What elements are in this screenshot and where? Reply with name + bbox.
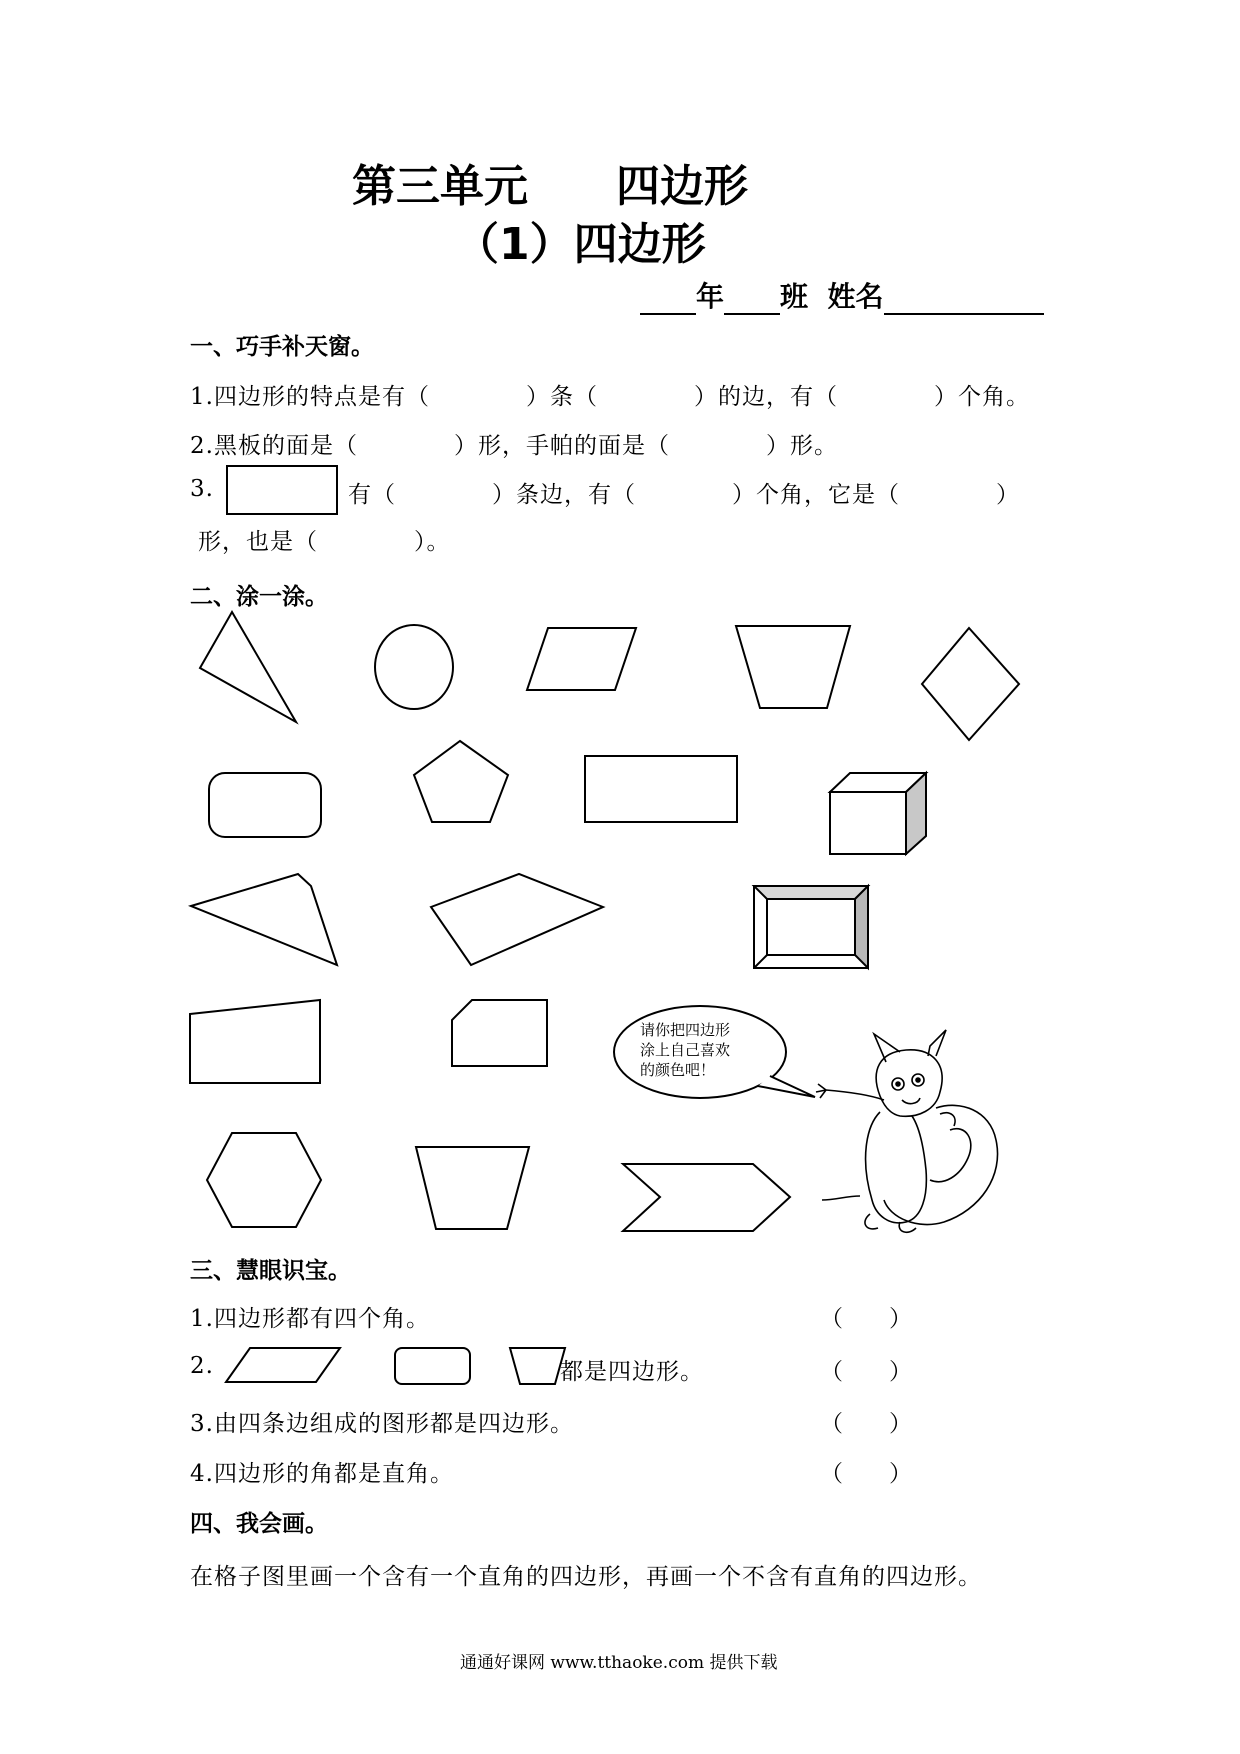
squirrel-illustration	[816, 1030, 998, 1232]
judge-item-2-bracket[interactable]: （ ）	[820, 1359, 912, 1385]
cuboid-shape[interactable]	[830, 773, 926, 854]
section1-q1: 1.四边形的特点是有（ ）条（ ）的边，有（ ）个角。	[190, 384, 1030, 410]
rhombus-shape[interactable]	[922, 628, 1019, 740]
judge-item-1-bracket[interactable]: （ ）	[820, 1306, 912, 1332]
section2-heading: 二、涂一涂。	[190, 584, 328, 610]
speech-line-3: 的颜色吧！	[640, 1061, 716, 1079]
section4-instruction: 在格子图里画一个含有一个直角的四边形，再画一个不含有直角的四边形。	[190, 1564, 982, 1590]
judge-item-1-text: 1.四边形都有四个角。	[190, 1306, 430, 1332]
cut-corner-rectangle-shape[interactable]	[452, 1000, 547, 1066]
section1-q3-continuation: 形，也是（ ）。	[198, 529, 451, 555]
class-label: 班	[780, 280, 809, 313]
speech-bubble-text	[640, 1020, 730, 1080]
judge-item-3-bracket[interactable]: （ ）	[820, 1411, 912, 1437]
speech-line-1: 请你把四边形	[640, 1021, 731, 1039]
parallelogram-shape-1[interactable]	[527, 628, 636, 690]
section3-heading: 三、慧眼识宝。	[190, 1258, 351, 1284]
hexagon-shape[interactable]	[207, 1133, 321, 1227]
rounded-rectangle-shape[interactable]	[209, 773, 321, 837]
section1-q2: 2.黑板的面是（ ）形，手帕的面是（ ）形。	[190, 433, 838, 459]
trapezoid-shape-2[interactable]	[416, 1147, 529, 1229]
framed-rectangle-shape[interactable]	[754, 886, 868, 968]
triangle-shape-1[interactable]	[200, 612, 296, 722]
quadrilateral-shape-1[interactable]	[191, 874, 337, 965]
judge-item-2-text: 都是四边形。	[560, 1359, 704, 1385]
judge-item-2-shapes	[220, 1340, 570, 1392]
rectangle-shape-1[interactable]	[585, 756, 737, 822]
section4-heading: 四、我会画。	[190, 1511, 328, 1537]
speech-line-2: 涂上自己喜欢	[640, 1041, 731, 1059]
section1-q3-number: 3.	[190, 476, 214, 502]
name-label: 姓名	[827, 280, 884, 313]
judge-item-3-text: 3.由四条边组成的图形都是四边形。	[190, 1411, 574, 1437]
right-trapezoid-shape[interactable]	[190, 1000, 320, 1083]
footer-text: 通通好课网 www.tthaoke.com 提供下载	[460, 1653, 778, 1673]
judge-item-2-number: 2.	[190, 1353, 214, 1379]
section1-heading: 一、巧手补天窗。	[190, 334, 374, 360]
title-line1: 第三单元 四边形	[352, 161, 748, 212]
small-parallelogram-shape	[226, 1348, 340, 1382]
grade-label: 年	[696, 280, 725, 313]
small-trapezoid-shape	[510, 1348, 565, 1384]
arrow-shape[interactable]	[623, 1164, 790, 1231]
section1-q3-text: 有（ ）条边，有（ ）个角，它是（ ）	[348, 482, 1020, 508]
small-rounded-rectangle-shape	[395, 1348, 470, 1384]
circle-shape[interactable]	[375, 625, 453, 709]
judge-item-4-bracket[interactable]: （ ）	[820, 1461, 912, 1487]
title-line2: （1）四边形	[455, 219, 706, 270]
trapezoid-shape-1[interactable]	[736, 626, 850, 708]
quadrilateral-shape-2[interactable]	[431, 874, 603, 965]
pentagon-shape[interactable]	[414, 741, 508, 822]
judge-item-4-text: 4.四边形的角都是直角。	[190, 1461, 454, 1487]
